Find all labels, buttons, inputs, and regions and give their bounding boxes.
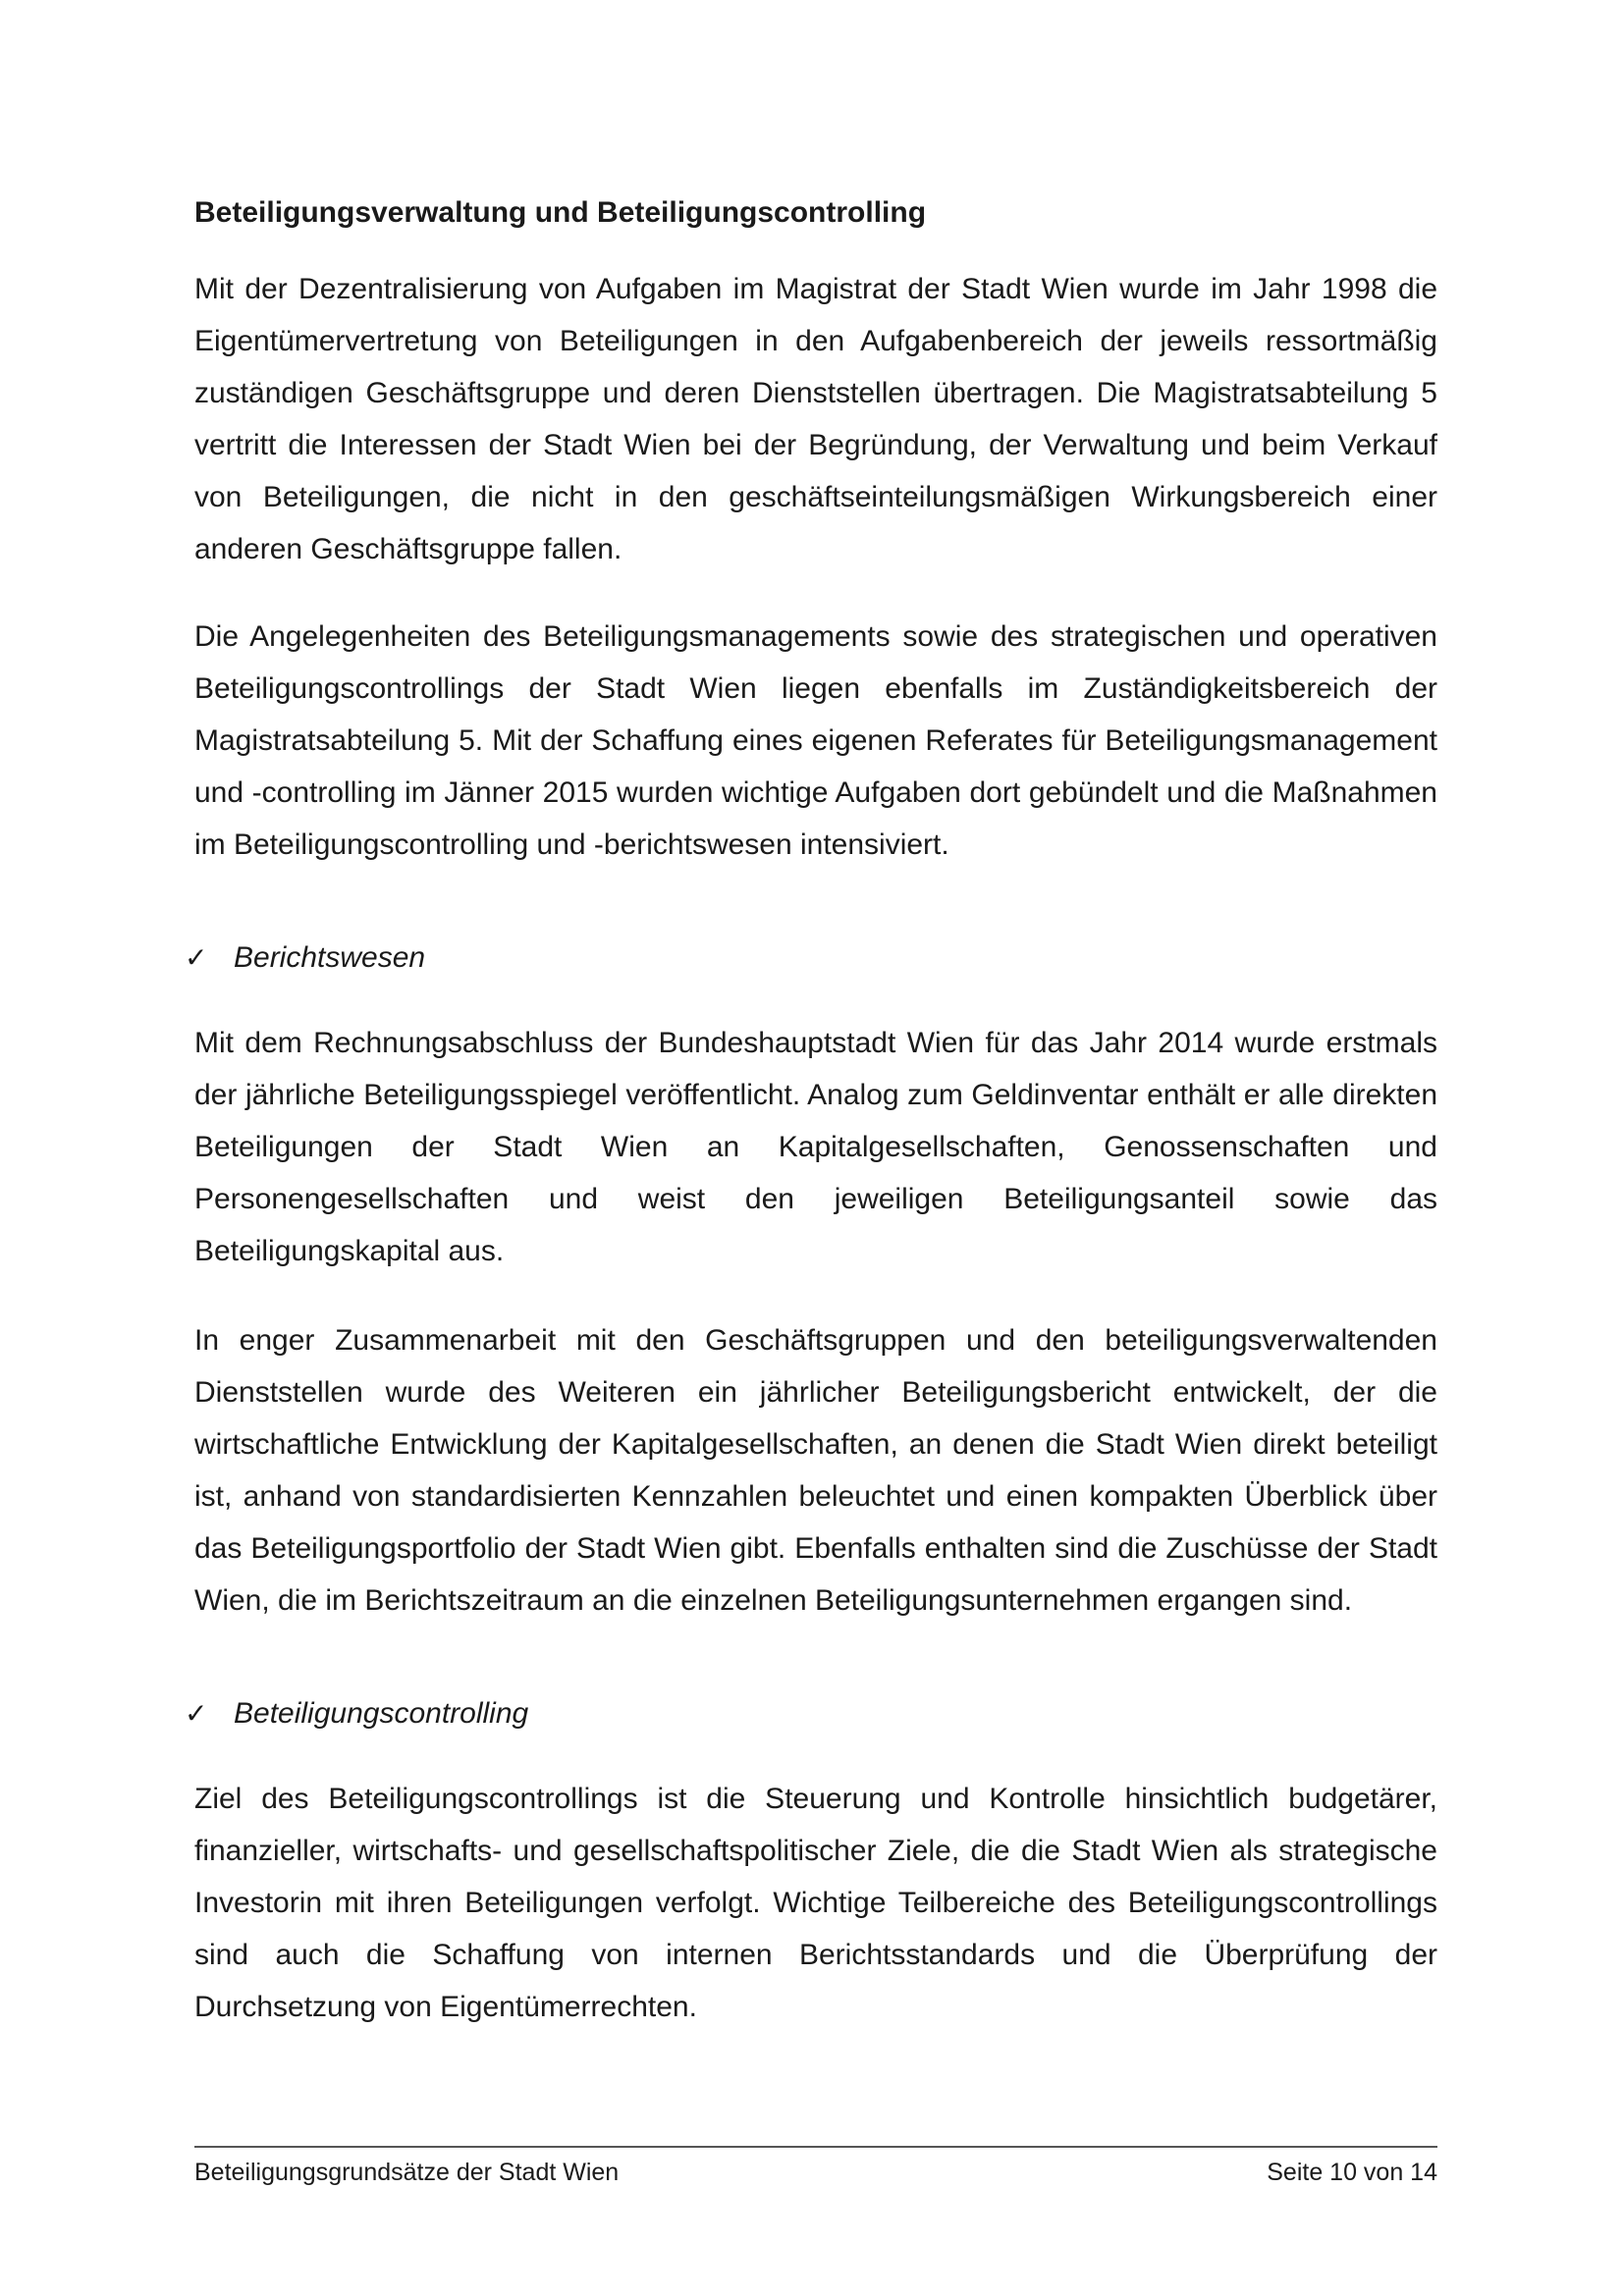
footer-page-number: Seite 10 von 14	[1267, 2159, 1437, 2186]
checkmark-icon: ✓	[185, 1697, 208, 1730]
subheading-berichtswesen	[185, 932, 1437, 984]
paragraph-rechnungsabschluss: Mit dem Rechnungsabschluss der Bundeshauptstadt Wien für das Jahr 2014 wurde erstmals der jährliche Beteiligungsspiegel veröffentlicht. Analog zum Geldinventar enthält er alle direkten Beteiligungen der Stadt Wien an Kapitalgesellschaften, Genossenschaften und Personengesellschaften und weist den jeweiligen Beteiligungsanteil sowie das Beteiligungskapital aus.	[194, 1027, 1437, 1267]
subheading-beteiligungscontrolling	[185, 1687, 1437, 1739]
page-footer	[194, 2146, 1437, 2189]
paragraph-ziel: Ziel des Beteiligungscontrollings ist die Steuerung und Kontrolle hinsichtlich budgetärer, finanzieller, wirtschafts- und gesellschaftspolitischer Ziele, die die Stadt Wien als strategische Investorin mit ihren Beteiligungen verfolgt. Wichtige Teilbereiche des Beteiligungscontrollings sind auch die Schaffung von internen Berichtsstandards und die Überprüfung der Durchsetzung von Eigentümerrechten.	[194, 1783, 1437, 2023]
page-content	[185, 187, 1437, 2033]
paragraph-zusammenarbeit: In enger Zusammenarbeit mit den Geschäftsgruppen und den beteiligungsverwaltenden Dienststellen wurde des Weiteren ein jährlicher Beteiligungsbericht entwickelt, der die wirtschaftliche Entwicklung der Kapitalgesellschaften, an denen die Stadt Wien direkt beteiligt ist, anhand von standardisierten Kennzahlen beleuchtet und einen kompakten Überblick über das Beteiligungsportfolio der Stadt Wien gibt. Ebenfalls enthalten sind die Zuschüsse der Stadt Wien, die im Berichtszeitraum an die einzelnen Beteiligungsunternehmen ergangen sind.	[194, 1324, 1437, 1617]
checkmark-icon: ✓	[185, 941, 208, 974]
paragraph-dezentralisierung: Mit der Dezentralisierung von Aufgaben im Magistrat der Stadt Wien wurde im Jahr 1998 die Eigentümervertretung von Beteiligungen in den Aufgabenbereich der jeweils ressortmäßig zuständigen Geschäftsgruppe und deren Dienststellen übertragen. Die Magistratsabteilung 5 vertritt die Interessen der Stadt Wien bei der Begründung, der Verwaltung und beim Verkauf von Beteiligungen, die nicht in den geschäftseinteilungsmäßigen Wirkungsbereich einer anderen Geschäftsgruppe fallen.	[194, 273, 1437, 565]
paragraph-angelegenheiten: Die Angelegenheiten des Beteiligungsmanagements sowie des strategischen und operativen Beteiligungscontrollings der Stadt Wien liegen ebenfalls im Zuständigkeitsbereich der Magistratsabteilung 5. Mit der Schaffung eines eigenen Referates für Beteiligungsmanagement und -controlling im Jänner 2015 wurden wichtige Aufgaben dort gebündelt und die Maßnahmen im Beteiligungscontrolling und -berichtswesen intensiviert.	[194, 620, 1437, 861]
footer-document-title: Beteiligungsgrundsätze der Stadt Wien	[194, 2159, 620, 2186]
section-heading: Beteiligungsverwaltung und Beteiligungscontrolling	[194, 196, 927, 229]
subheading-berichtswesen-label: Berichtswesen	[234, 941, 426, 974]
subheading-beteiligungscontrolling-label: Beteiligungscontrolling	[234, 1697, 529, 1730]
